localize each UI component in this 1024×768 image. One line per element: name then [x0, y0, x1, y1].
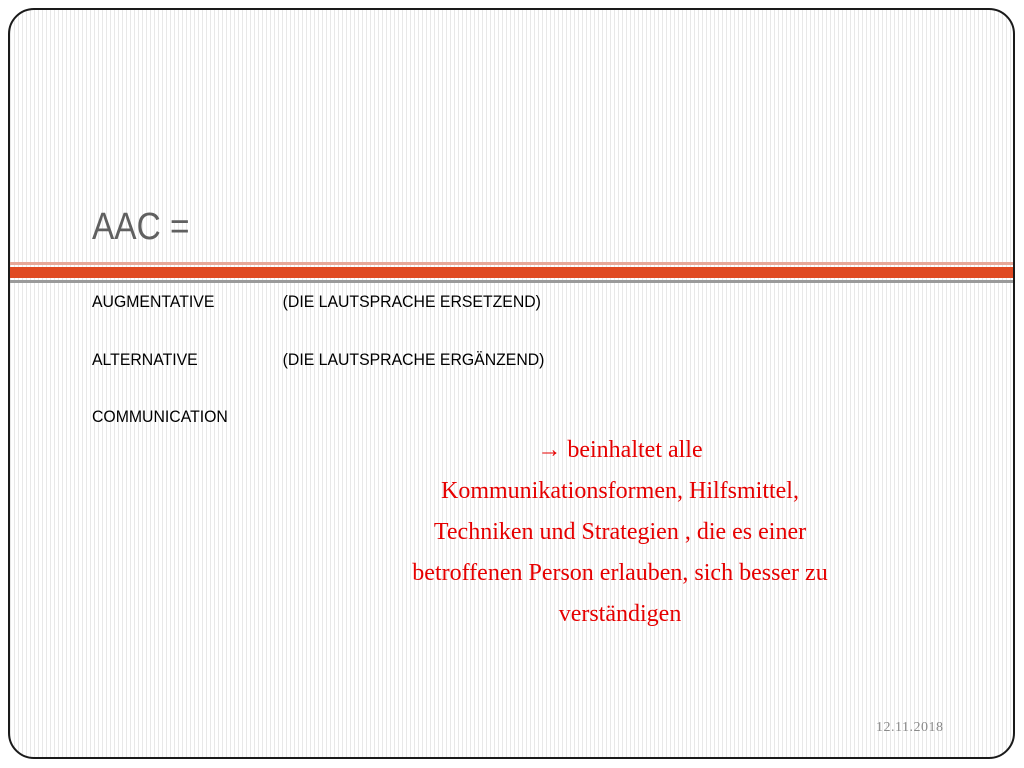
right-arrow-icon: →: [537, 437, 562, 463]
title-divider-top: [10, 262, 1013, 265]
term-label: AUGMENTATIVE: [92, 292, 215, 311]
explanation-line: betroffenen Person erlauben, sich besser zu: [412, 560, 828, 586]
explanation-line: Techniken und Strategien , die es einer: [433, 519, 807, 545]
explanation-line: Kommunikationsformen, Hilfsmittel,: [441, 478, 799, 504]
explanation-line: → beinhaltet alle: [340, 430, 900, 471]
term-row-communication: [92, 407, 283, 427]
slide-title: AAC =: [92, 206, 190, 248]
term-meaning: (DIE LAUTSPRACHE ERSETZEND): [282, 292, 541, 311]
term-row-augmentative: [92, 292, 541, 312]
explanation-line: verständigen: [558, 601, 682, 627]
term-label: ALTERNATIVE: [92, 350, 198, 369]
term-label: COMMUNICATION: [92, 407, 228, 426]
title-divider-bottom: [10, 280, 1013, 283]
title-divider-accent: [10, 267, 1013, 278]
explanation-text: [340, 430, 900, 635]
slide-date: 12.11.2018: [876, 720, 944, 735]
term-row-alternative: [92, 350, 544, 370]
term-meaning: (DIE LAUTSPRACHE ERGÄNZEND): [282, 350, 545, 369]
slide: [8, 8, 1015, 759]
